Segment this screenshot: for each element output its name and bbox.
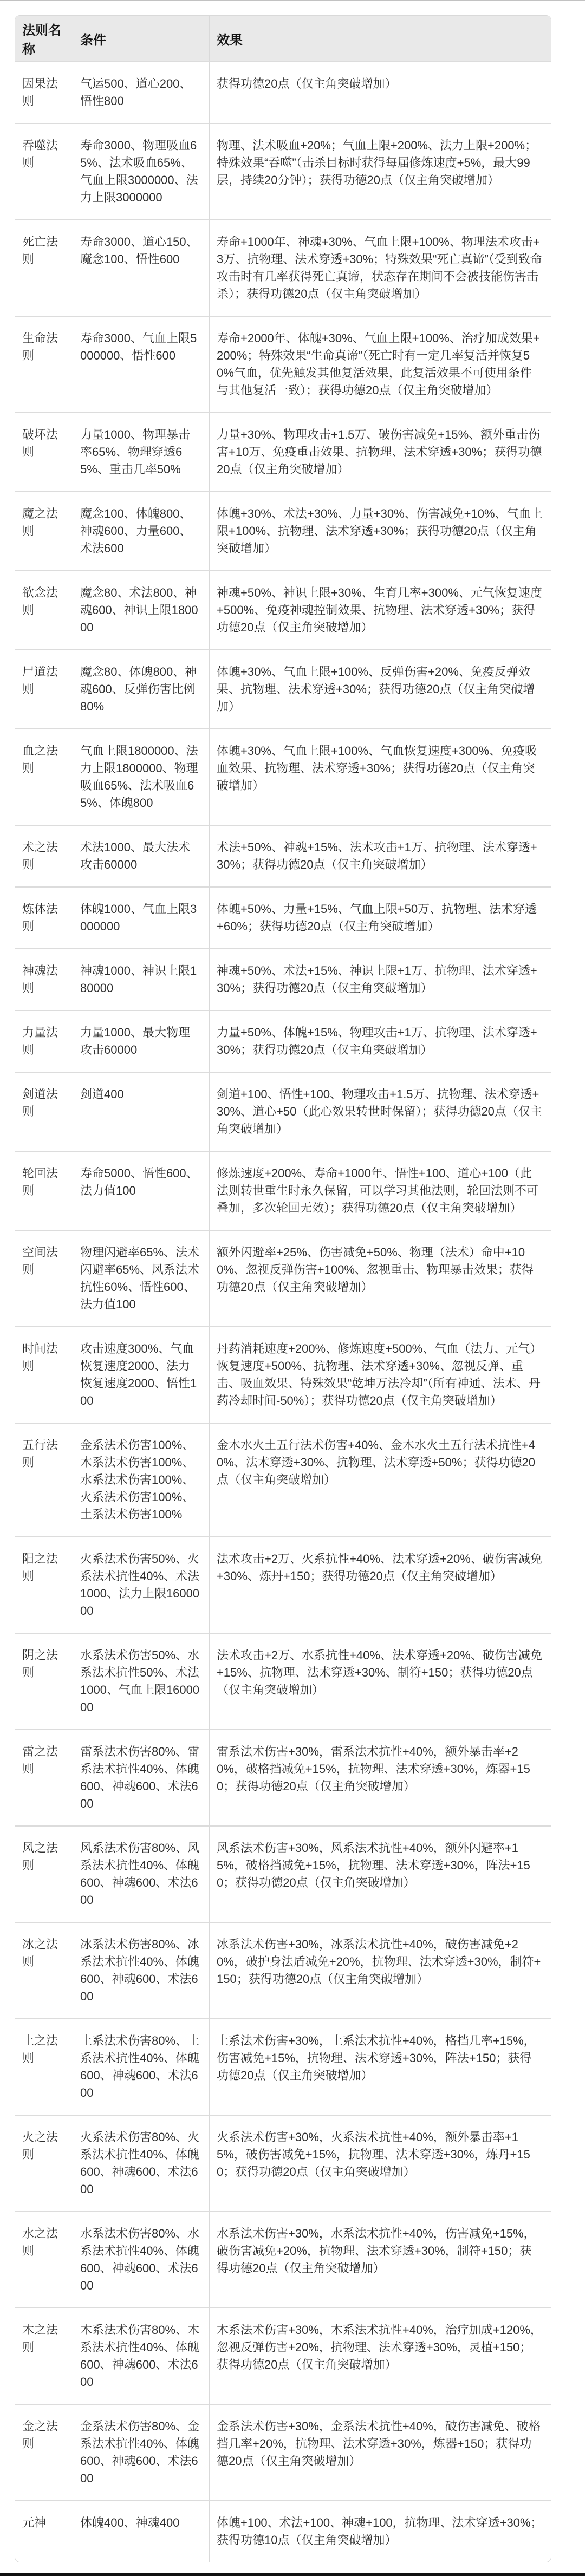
column-header-effect: 效果 — [209, 16, 551, 61]
condition-cell: 体魄1000、气血上限3000000 — [73, 886, 209, 948]
law-name-cell: 轮回法则 — [15, 1151, 73, 1230]
condition-cell: 寿命3000、物理吸血65%、法术吸血65%、气血上限3000000、法力上限3000000 — [73, 123, 209, 219]
effect-cell: 寿命+2000年、体魄+30%、气血上限+100%、治疗加成效果+200%；特殊效果“生命真谛”（死亡时有一定几率复活并恢复50%气血，优先触发其他复活效果，此复活效果不可使用条件与其他复活一致）；获得功德20点（仅主角突破增加） — [209, 316, 551, 412]
effect-cell: 法术攻击+2万、火系抗性+40%、法术穿透+20%、破伤害减免+30%、炼丹+150；获得功德20点（仅主角突破增加） — [209, 1536, 551, 1633]
effect-cell: 神魂+50%、术法+15%、神识上限+1万、抗物理、法术穿透+30%；获得功德20点（仅主角突破增加） — [209, 948, 551, 1010]
effect-cell: 体魄+30%、术法+30%、力量+30%、伤害减免+10%、气血上限+100%、抗物理、法术穿透+30%；获得功德20点（仅主角突破增加） — [209, 491, 551, 570]
table-row — [15, 886, 551, 948]
table-row — [15, 1326, 551, 1423]
effect-cell: 力量+30%、物理攻击+1.5万、破伤害减免+15%、额外重击伤害+10万、免疫重击效果、抗物理、法术穿透+30%；获得功德20点（仅主角突破增加） — [209, 412, 551, 491]
effect-cell: 雷系法术伤害+30%，雷系法术抗性+40%，额外暴击率+20%，破格挡减免+15%，抗物理、法术穿透+30%，炼器+150；获得功德20点（仅主角突破增加） — [209, 1729, 551, 1825]
effect-cell: 土系法术伤害+30%，土系法术抗性+40%，格挡几率+15%，伤害减免+15%，抗物理、法术穿透+30%，阵法+150；获得功德20点（仅主角突破增加） — [209, 2018, 551, 2115]
table-row — [15, 1825, 551, 1922]
condition-cell: 土系法术伤害80%、土系法术抗性40%、体魄600、神魂600、术法600 — [73, 2018, 209, 2115]
condition-cell: 风系法术伤害80%、风系法术抗性40%、体魄600、神魂600、术法600 — [73, 1825, 209, 1922]
table-header — [15, 16, 551, 61]
effect-cell: 获得功德20点（仅主角突破增加） — [209, 61, 551, 123]
condition-cell: 力量1000、物理暴击率65%、物理穿透65%、重击几率50% — [73, 412, 209, 491]
law-name-cell: 剑道法则 — [15, 1072, 73, 1151]
table-row — [15, 219, 551, 316]
table-row — [15, 1729, 551, 1825]
condition-cell: 术法1000、最大法术攻击60000 — [73, 825, 209, 886]
law-name-cell: 破坏法则 — [15, 412, 73, 491]
law-name-cell: 木之法则 — [15, 2307, 73, 2404]
effect-cell: 火系法术伤害+30%，火系法术抗性+40%，额外暴击率+15%，破伤害减免+15%，抗物理、法术穿透+30%，炼丹+150；获得功德20点（仅主角突破增加） — [209, 2115, 551, 2211]
effect-cell: 法术攻击+2万、水系抗性+40%、法术穿透+20%、破伤害减免+15%、抗物理、法术穿透+30%、制符+150；获得功德20点（仅主角突破增加） — [209, 1633, 551, 1729]
effect-cell: 体魄+30%、气血上限+100%、反弹伤害+20%、免疫反弹效果、抗物理、法术穿透+30%；获得功德20点（仅主角突破增加） — [209, 649, 551, 728]
table-row — [15, 1230, 551, 1326]
law-name-cell: 因果法则 — [15, 61, 73, 123]
table-row — [15, 491, 551, 570]
effect-cell: 体魄+100、术法+100、神魂+100，抗物理、法术穿透+30%；获得功德10点（仅主角突破增加） — [209, 2500, 551, 2562]
table-row — [15, 1072, 551, 1151]
condition-cell: 木系法术伤害80%、木系法术抗性40%、体魄600、神魂600、术法600 — [73, 2307, 209, 2404]
effect-cell: 物理、法术吸血+20%；气血上限+200%、法力上限+200%；特殊效果“吞噬”（击杀目标时获得每届修炼速度+5%，最大99层，持续20分钟）；获得功德20点（仅主角突破增加） — [209, 123, 551, 219]
law-name-cell: 炼体法则 — [15, 886, 73, 948]
table-row — [15, 1536, 551, 1633]
table-row — [15, 123, 551, 219]
effect-cell: 水系法术伤害+30%，水系法术抗性+40%，伤害减免+15%，破伤害减免+20%，抗物理、法术穿透+30%，制符+150；获得功德20点（仅主角突破增加） — [209, 2211, 551, 2307]
condition-cell: 金系法术伤害80%、金系法术抗性40%、体魄600、神魂600、术法600 — [73, 2404, 209, 2500]
law-name-cell: 神魂法则 — [15, 948, 73, 1010]
condition-cell: 体魄400、神魂400 — [73, 2500, 209, 2562]
law-name-cell: 阳之法则 — [15, 1536, 73, 1633]
effect-cell: 体魄+30%、气血上限+100%、气血恢复速度+300%、免疫吸血效果、抗物理、法术穿透+30%；获得功德20点（仅主角突破增加） — [209, 728, 551, 825]
law-name-cell: 元神 — [15, 2500, 73, 2562]
law-name-cell: 空间法则 — [15, 1230, 73, 1326]
table-row — [15, 2018, 551, 2115]
table-row — [15, 1633, 551, 1729]
table-row — [15, 570, 551, 649]
condition-cell: 寿命3000、道心150、魔念100、悟性600 — [73, 219, 209, 316]
laws-table-body — [15, 61, 551, 2562]
law-name-cell: 水之法则 — [15, 2211, 73, 2307]
table-row — [15, 825, 551, 886]
effect-cell: 力量+50%、体魄+15%、物理攻击+1万、抗物理、法术穿透+30%；获得功德20点（仅主角突破增加） — [209, 1010, 551, 1072]
effect-cell: 冰系法术伤害+30%，冰系法术抗性+40%，破伤害减免+20%，破护身法盾减免+20%，抗物理、法术穿透+30%，制符+150；获得功德20点（仅主角突破增加） — [209, 1922, 551, 2018]
law-name-cell: 尸道法则 — [15, 649, 73, 728]
condition-cell: 剑道400 — [73, 1072, 209, 1151]
effect-cell: 术法+50%、神魂+15%、法术攻击+1万、抗物理、法术穿透+30%；获得功德20点（仅主角突破增加） — [209, 825, 551, 886]
column-header-condition: 条件 — [73, 16, 209, 61]
effect-cell: 神魂+50%、神识上限+30%、生育几率+300%、元气恢复速度+500%、免疫神魂控制效果、抗物理、法术穿透+30%；获得功德20点（仅主角突破增加） — [209, 570, 551, 649]
table-row — [15, 1151, 551, 1230]
condition-cell: 物理闪避率65%、法术闪避率65%、风系法术抗性60%、悟性600、法力值100 — [73, 1230, 209, 1326]
law-name-cell: 冰之法则 — [15, 1922, 73, 2018]
table-row — [15, 728, 551, 825]
law-name-cell: 血之法则 — [15, 728, 73, 825]
law-name-cell: 火之法则 — [15, 2115, 73, 2211]
effect-cell: 金木水火土五行法术伤害+40%、金木水火土五行法术抗性+40%、法术穿透+30%、抗物理、法术穿透+50%；获得功德20点（仅主角突破增加） — [209, 1423, 551, 1536]
condition-cell: 冰系法术伤害80%、冰系法术抗性40%、体魄600、神魂600、术法600 — [73, 1922, 209, 2018]
effect-cell: 剑道+100、悟性+100、物理攻击+1.5万、抗物理、法术穿透+30%、道心+50（此心效果转世时保留）；获得功德20点（仅主角突破增加） — [209, 1072, 551, 1151]
effect-cell: 寿命+1000年、神魂+30%、气血上限+100%、物理法术攻击+3万、抗物理、法术穿透+30%；特殊效果“死亡真谛”（受到致命攻击时有几率获得死亡真谛，状态存在期间不会被技能伤害击杀）；获得功德20点（仅主角突破增加） — [209, 219, 551, 316]
law-name-cell: 五行法则 — [15, 1423, 73, 1536]
table-row — [15, 2404, 551, 2500]
condition-cell: 力量1000、最大物理攻击60000 — [73, 1010, 209, 1072]
table-row — [15, 61, 551, 123]
table-row — [15, 2307, 551, 2404]
condition-cell: 金系法术伤害100%、木系法术伤害100%、水系法术伤害100%、火系法术伤害100%、土系法术伤害100% — [73, 1423, 209, 1536]
law-name-cell: 生命法则 — [15, 316, 73, 412]
effect-cell: 体魄+50%、力量+15%、气血上限+50万、抗物理、法术穿透+60%；获得功德20点（仅主角突破增加） — [209, 886, 551, 948]
condition-cell: 气血上限1800000、法力上限1800000、物理吸血65%、法术吸血65%、体魄800 — [73, 728, 209, 825]
table-row — [15, 948, 551, 1010]
law-name-cell: 土之法则 — [15, 2018, 73, 2115]
effect-cell: 金系法术伤害+30%，金系法术抗性+40%，破伤害减免、破格挡几率+20%，抗物理、法术穿透+30%，炼器+150；获得功德20点（仅主角突破增加） — [209, 2404, 551, 2500]
condition-cell: 寿命3000、气血上限5000000、悟性600 — [73, 316, 209, 412]
law-name-cell: 时间法则 — [15, 1326, 73, 1423]
condition-cell: 攻击速度300%、气血恢复速度2000、法力恢复速度2000、悟性100 — [73, 1326, 209, 1423]
condition-cell: 火系法术伤害50%、火系法术抗性40%、术法1000、法力上限1600000 — [73, 1536, 209, 1633]
table-row — [15, 412, 551, 491]
effect-cell: 丹药消耗速度+200%、修炼速度+500%、气血（法力、元气）恢复速度+500%、抗物理、法术穿透+30%、忽视反弹、重击、吸血效果、特殊效果“乾坤万法冷却”（所有神通、法术、丹药冷却时间-50%）；获得功德20点（仅主角突破增加） — [209, 1326, 551, 1423]
law-name-cell: 术之法则 — [15, 825, 73, 886]
effect-cell: 风系法术伤害+30%，风系法术抗性+40%，额外闪避率+15%，破格挡减免+15%，抗物理、法术穿透+30%，阵法+150；获得功德20点（仅主角突破增加） — [209, 1825, 551, 1922]
bottom-bar — [0, 2573, 585, 2576]
table-row — [15, 2211, 551, 2307]
condition-cell: 气运500、道心200、悟性800 — [73, 61, 209, 123]
table-row — [15, 2115, 551, 2211]
laws-table-container — [15, 15, 551, 2562]
effect-cell: 修炼速度+200%、寿命+1000年、悟性+100、道心+100（此法则转世重生时永久保留，可以学习其他法则，轮回法则不可叠加，多次轮回无效）；获得功德20点（仅主角突破增加） — [209, 1151, 551, 1230]
column-header-law-name: 法则名称 — [15, 16, 73, 61]
law-name-cell: 死亡法则 — [15, 219, 73, 316]
effect-cell: 木系法术伤害+30%，木系法术抗性+40%，治疗加成+120%，忽视反弹伤害+20%，抗物理、法术穿透+30%，灵植+150；获得功德20点（仅主角突破增加） — [209, 2307, 551, 2404]
top-border-line — [0, 0, 585, 1]
effect-cell: 额外闪避率+25%、伤害减免+50%、物理（法术）命中+100%、忽视反弹伤害+100%、忽视重击、物理暴击效果；获得功德20点（仅主角突破增加） — [209, 1230, 551, 1326]
law-name-cell: 魔之法则 — [15, 491, 73, 570]
condition-cell: 寿命5000、悟性600、法力值100 — [73, 1151, 209, 1230]
condition-cell: 神魂1000、神识上限180000 — [73, 948, 209, 1010]
condition-cell: 魔念80、术法800、神魂600、神识上限180000 — [73, 570, 209, 649]
laws-table — [15, 16, 551, 2562]
law-name-cell: 雷之法则 — [15, 1729, 73, 1825]
condition-cell: 魔念100、体魄800、神魂600、力量600、术法600 — [73, 491, 209, 570]
condition-cell: 水系法术伤害80%、水系法术抗性40%、体魄600、神魂600、术法600 — [73, 2211, 209, 2307]
law-name-cell: 金之法则 — [15, 2404, 73, 2500]
law-name-cell: 吞噬法则 — [15, 123, 73, 219]
table-row — [15, 2500, 551, 2562]
law-name-cell: 阴之法则 — [15, 1633, 73, 1729]
table-row — [15, 649, 551, 728]
table-row — [15, 1010, 551, 1072]
condition-cell: 水系法术伤害50%、水系法术抗性50%、术法1000、气血上限1600000 — [73, 1633, 209, 1729]
condition-cell: 雷系法术伤害80%、雷系法术抗性40%、体魄600、神魂600、术法600 — [73, 1729, 209, 1825]
law-name-cell: 力量法则 — [15, 1010, 73, 1072]
table-row — [15, 316, 551, 412]
table-row — [15, 1922, 551, 2018]
law-name-cell: 欲念法则 — [15, 570, 73, 649]
law-name-cell: 风之法则 — [15, 1825, 73, 1922]
table-row — [15, 1423, 551, 1536]
header-row — [15, 16, 551, 61]
condition-cell: 魔念80、体魄800、神魂600、反弹伤害比例80% — [73, 649, 209, 728]
condition-cell: 火系法术伤害80%、火系法术抗性40%、体魄600、神魂600、术法600 — [73, 2115, 209, 2211]
